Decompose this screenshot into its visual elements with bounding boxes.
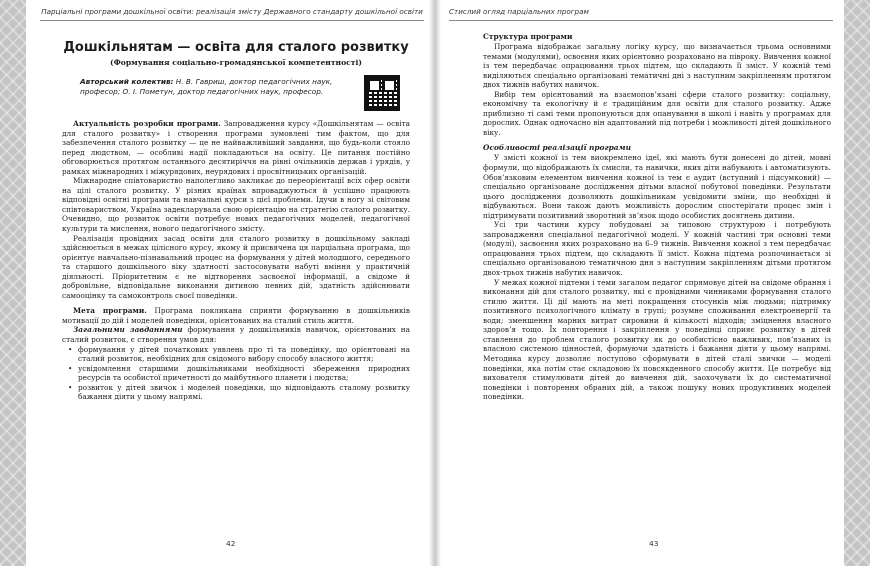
page-fold-shadow: [435, 0, 441, 566]
section-lead: Актуальність розробки програми.: [73, 119, 221, 128]
decorative-border: [0, 0, 26, 566]
task-list: [62, 345, 410, 402]
paragraph: Вибір тем орієнтований на взаємоповʼязані сфери сталого розвитку: соціальну, економічну та екологічну й є традиційним для освіти для сталого розвитку. Адже приблизно ті самі теми пропонуються для опанування в школі і навіть у програмах для дорослих. Однак одночасно він адаптований під потреби і можливості дітей дошкільного віку.: [483, 89, 831, 137]
running-head: Стислий огляд парціальних програм: [449, 4, 833, 21]
page-number: 43: [649, 539, 659, 548]
section-heading: Структура програми: [483, 32, 573, 41]
qr-code-icon: [364, 75, 400, 111]
paragraph: Міжнародне співтовариство наполегливо закликає до переорієнтації всіх сфер освіти на цілі сталого розвитку. У різних країнах впроваджуються й успішно працюють відповідні освітні програми та навчальні курси з цієї проблеми. Ідучи в ногу зі світовим співтовариством, Україна задекларувала свою орієнтацію на стратегію сталого розвитку. Очевидно, що розвиток освіти потребує нових педагогічних моделей, педагогічної культури та мислення, нового педагогічного змісту.: [62, 176, 410, 234]
authors-names: Н. В. Гавриш, доктор педагогічних наук, професор; О. І. Пометун, доктор педагогічних наук, професор.: [80, 77, 333, 96]
section-lead: Мета програми.: [73, 306, 147, 316]
right-page: [435, 0, 870, 566]
authors-text: [80, 77, 352, 97]
program-title: Дошкільнятам — освіта для сталого розвитку: [63, 40, 409, 55]
left-column: [62, 32, 410, 402]
decorative-border: [844, 0, 870, 566]
right-column: [483, 32, 831, 402]
authors-label: Авторський колектив:: [80, 77, 174, 86]
list-item: • усвідомлення старшими дошкільниками необхідності збереження природних ресурсів та особистої причетності до майбутнього планети і людства;: [62, 364, 410, 383]
list-item: • формування у дітей початкових уявлень про ті та поведінку, що орієнтовані на сталий розвиток, необхідних для свідомого вибору способу власного життя;: [62, 345, 410, 364]
paragraph: Реалізація провідних засад освіти для сталого розвитку в дошкільному закладі здійснюється в межах цілісного курсу, якому й присвячена ця парціальна програма, що орієнтує навчально-пізнавальний процес на формування у дітей молодшого, середнього та старшого дошкільного віку здатності застосовувати набуті вміння у практичній діяльності. Пріоритетним є не відтворення засвоєної інформації, а свідоме й добровільне, відповідальне виконання дитиною певних дій, здатність здійснювати самооцінку та самоконтроль своєї поведінки.: [62, 233, 410, 300]
running-head: Парціальні програми дошкільної освіти: реалізація змісту Державного стандарту дошкільної освіти: [40, 4, 424, 21]
authors-block: [62, 75, 410, 115]
paragraph: Загальними завданнями формування у дошкільників навичок, орієнтованих на сталий розвиток, є створення умов для:: [62, 325, 410, 345]
section-heading: Особливості реалізації програми: [483, 143, 631, 153]
list-item: • розвиток у дітей звичок і моделей поведінки, що відповідають сталому розвитку бажання діяти у цьому напрямі.: [62, 383, 410, 402]
paragraph: Мета програми. Програма покликана сприяти формуванню в дошкільників мотивації до дій і моделей поведінки, орієнтованих на сталий стиль життя.: [62, 306, 410, 325]
program-subtitle: (Формування соціально-громадянської компетентності): [110, 58, 362, 67]
paragraph: У змісті кожної із тем виокремлено ідеї, які мають бути донесені до дітей, мовні формули, що відображають їх смисли, та навички, яких діти набувають і автоматизують. Обовʼязковим елементом вивчення кожної із тем є аудит (вступний і підсумковий) — спеціально організоване дослідження дітьми власної побутової поведінки. Результати цього дослідження дозволяють дошкільникам усвідомити зміни, що необхідні й відбуваються. Вони також дають можливість дорослим спостерігати процес змін і підтримувати позитивний зворотний звʼязок щодо особистих досягнень дитини.: [483, 153, 831, 220]
paragraph: Актуальність розробки програми. Запровадження курсу «Дошкільнятам — освіта для сталого розвитку» і створення програми зумовлені тим фактом, що для забезпечення сталого розвитку — це не найважливіший завдання, що будь-коли стояло перед людством, — особливі надії покладаються на освіту. Це питання постійно обговорюється протягом останнього десятиріччя на рівні очільників держав і урядів, у рамках міжнародних і міжурядових, неурядових і просвітницьких організацій.: [62, 119, 410, 176]
section-features: [483, 143, 831, 401]
paragraph: У межах кожної підтеми і теми загалом педагог спрямовує дітей на свідоме обрання і виконання дій для сталого розвитку, які є провідними чинниками формування сталого стилю життя. Ці дії мають на меті покращення стосунків між людьми; підтримку позитивного психологічного клімату в групі; розумне споживання електроенергії та води; зменшення марних витрат сировини й кількості відходів; зміцнення власного здоровʼя тощо. Їх повторення і закріплення у поведінці сприяє розвитку в дітей ставлення до проблем сталого розвитку як до особистісно важливих, повʼязаних із власною системою цінностей, формуючи здатність і бажання діяти у цьому напрямі. Методика курсу дозволяє поступово сформувати в дітей сталі звички — моделі поведінки, яка потім стає складовою їх повсякденного способу життя. Це потребує від вихователя стимулювати дітей до вивчення дій, заохочувати їх до систематичної поведінки і повторення обраних дій, а також пошуку нових продуктивних моделей поведінки.: [483, 277, 831, 402]
page-number: 42: [226, 539, 236, 548]
paragraph: Програма відображає загальну логіку курсу, що визначається трьома основними темами (модулями), освоєння яких орієнтовно розраховано на півроку. Вивчення кожної із тем передбачає опрацювання трьох підтем, що складають її зміст. У кожній темі виділяються спеціально організовані тематичні дні з наступним закріпленням протягом двох тижнів набутих навичок.: [483, 42, 831, 90]
section-lead: Загальними завданнями: [73, 325, 183, 335]
paragraph: Усі три частини курсу побудовані за типовою структурою і потребують запровадження спеціальної педагогічної моделі. У кожній частині три основні теми (модулі), засвоєння яких розраховано на 6–9 тижнів. Вивчення кожної з тем передбачає опрацювання трьох підтем, що складають її зміст. Кожна підтема розпочинається зі спеціально організованою тематичною дня з наступним закріпленням дітьми протягом двох-трьох тижнів набутих навичок.: [483, 220, 831, 278]
section-goal: [62, 306, 410, 401]
